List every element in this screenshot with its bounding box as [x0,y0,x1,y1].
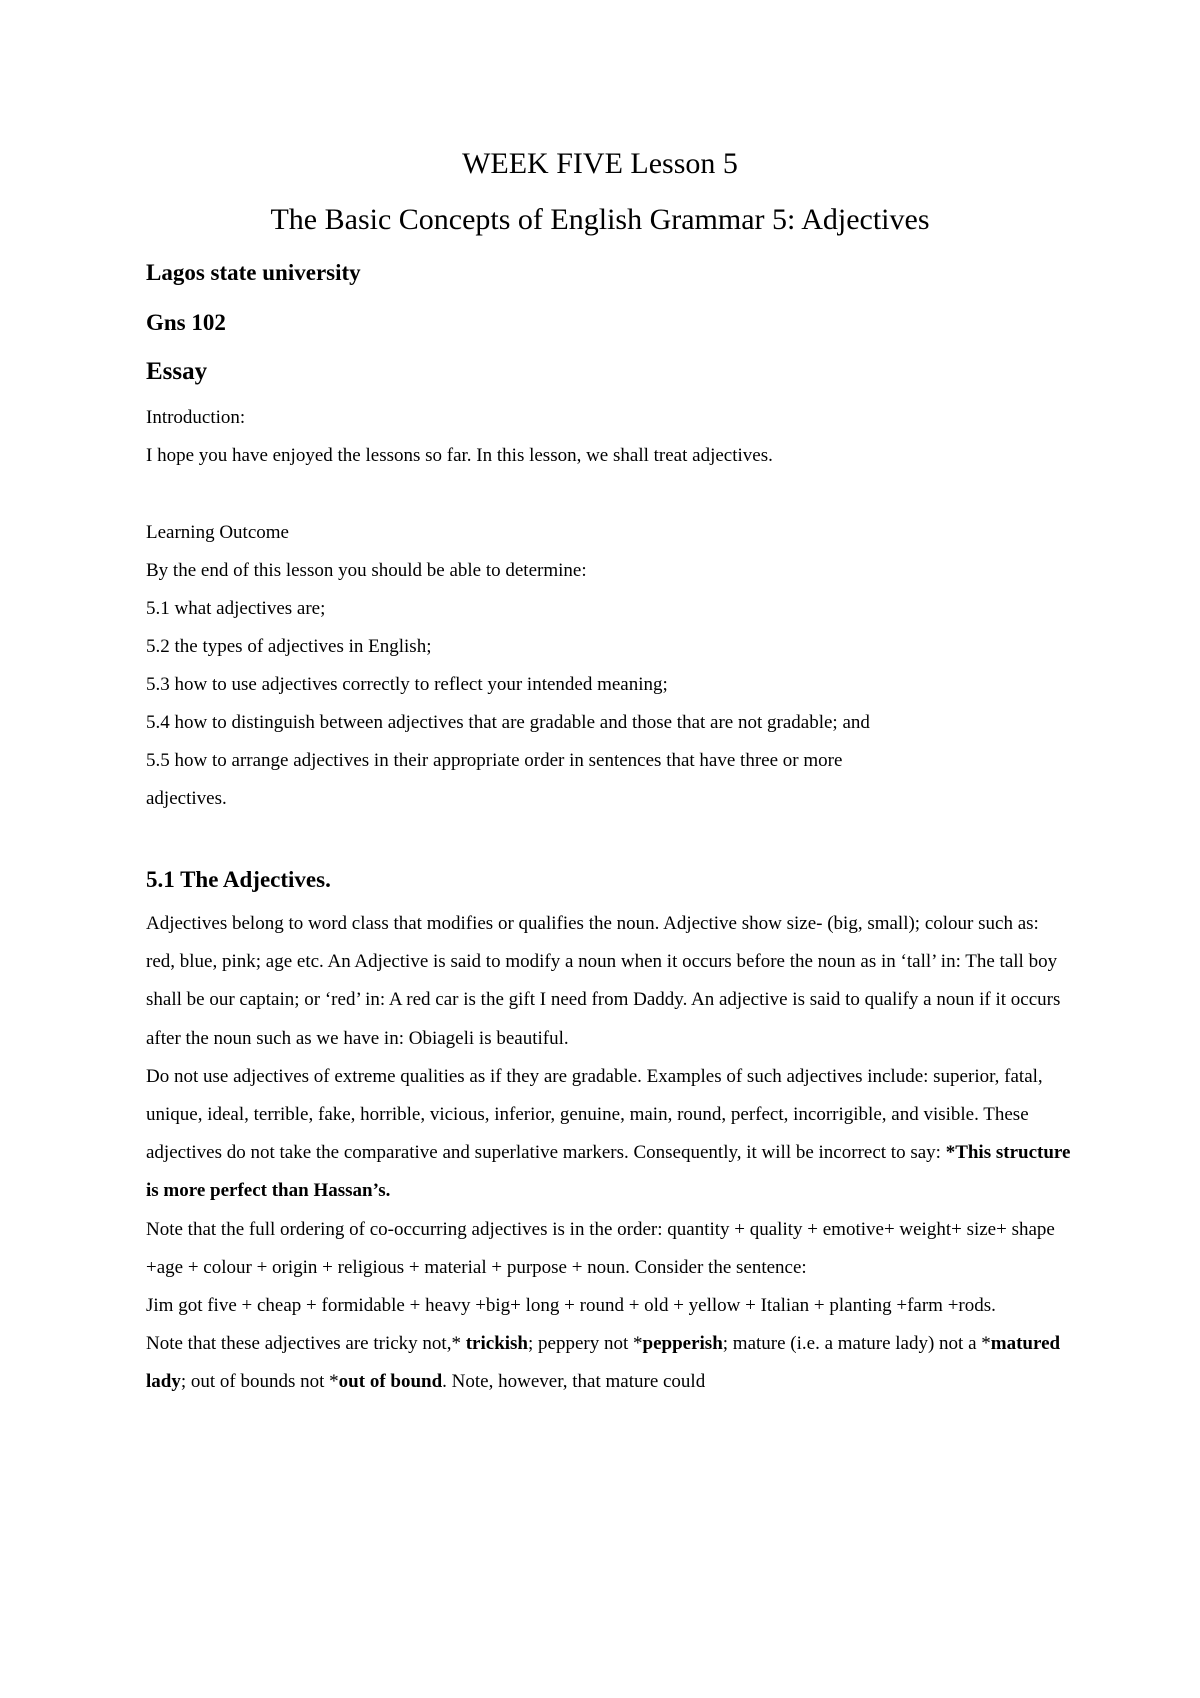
section-heading: 5.1 The Adjectives. [146,867,331,892]
paragraph-text: . Note, however, that mature could [442,1371,706,1393]
section-body [146,905,1071,1402]
paragraph-definition: Adjectives belong to word class that modifies or qualifies the noun. Adjective show size- (big, small); colour such as: red, blue, pink; age etc. An Adjective is said to modify a noun when it occurs before the noun as in ‘tall’ in: The tall boy shall be our captain; or ‘red’ in: A red car is the gift I need from Daddy. An adjective is said to qualify a noun if it occurs after the noun such as we have in: Obiageli is beautiful. [146,913,1061,1049]
institution-name: Lagos state university [146,260,361,285]
paragraph-extreme-qualities [146,1058,1071,1211]
introduction-block [146,399,1081,475]
course-code: Gns 102 [146,310,226,335]
page-subtitle: The Basic Concepts of English Grammar 5: Adjectives [270,203,930,236]
bold-example: trickish [465,1333,528,1355]
outcome-item: 5.1 what adjectives are; [146,598,326,619]
paragraph-text: Note that these adjectives are tricky not,* [146,1333,466,1355]
outcome-item: 5.3 how to use adjectives correctly to reflect your intended meaning; [146,674,668,695]
introduction-text: I hope you have enjoyed the lessons so far. In this lesson, we shall treat adjectives. [146,445,773,466]
paragraph-example-sentence: Jim got five + cheap + formidable + heavy +big+ long + round + old + yellow + Italian + planting +farm +rods. [146,1295,996,1317]
outcome-item: 5.4 how to distinguish between adjectives that are gradable and those that are not gradable; and [146,712,870,733]
introduction-label: Introduction: [146,407,246,428]
page-title: WEEK FIVE Lesson 5 [462,147,738,180]
bold-example: pepperish [642,1333,723,1355]
outcome-item: 5.5 how to arrange adjectives in their appropriate order in sentences that have three or more [146,750,843,771]
outcome-item: adjectives. [146,788,227,809]
learning-outcome-block [146,514,1081,818]
paragraph-text: ; peppery not * [528,1333,643,1355]
paragraph-text: ; out of bounds not * [180,1371,339,1393]
bold-example: matured lady [146,1333,1061,1393]
bold-example: out of bound [338,1371,443,1393]
paragraph-ordering: Note that the full ordering of co-occurring adjectives is in the order: quantity + quality + emotive+ weight+ size+ shape +age + colour + origin + religious + material + purpose + noun. Consider the sentence: [146,1218,1055,1278]
document-type: Essay [146,358,208,385]
paragraph-text: Do not use adjectives of extreme qualities as if they are gradable. Examples of such adjectives include: superior, fatal, unique, ideal, terrible, fake, horrible, vicious, inferior, genuine, main, round, perfect, incorrigible, and visible. These adjectives do not take the comparative and superlative markers. Consequently, it will be incorrect to say: [146,1065,1043,1164]
bold-example: *This structure is more perfect than Hassan’s. [146,1142,1071,1202]
paragraph-text: ; mature (i.e. a mature lady) not a * [722,1333,991,1355]
learning-outcome-lead: By the end of this lesson you should be able to determine: [146,560,587,581]
learning-outcome-label: Learning Outcome [146,522,289,543]
paragraph-tricky-forms [146,1325,1071,1401]
outcome-item: 5.2 the types of adjectives in English; [146,636,432,657]
